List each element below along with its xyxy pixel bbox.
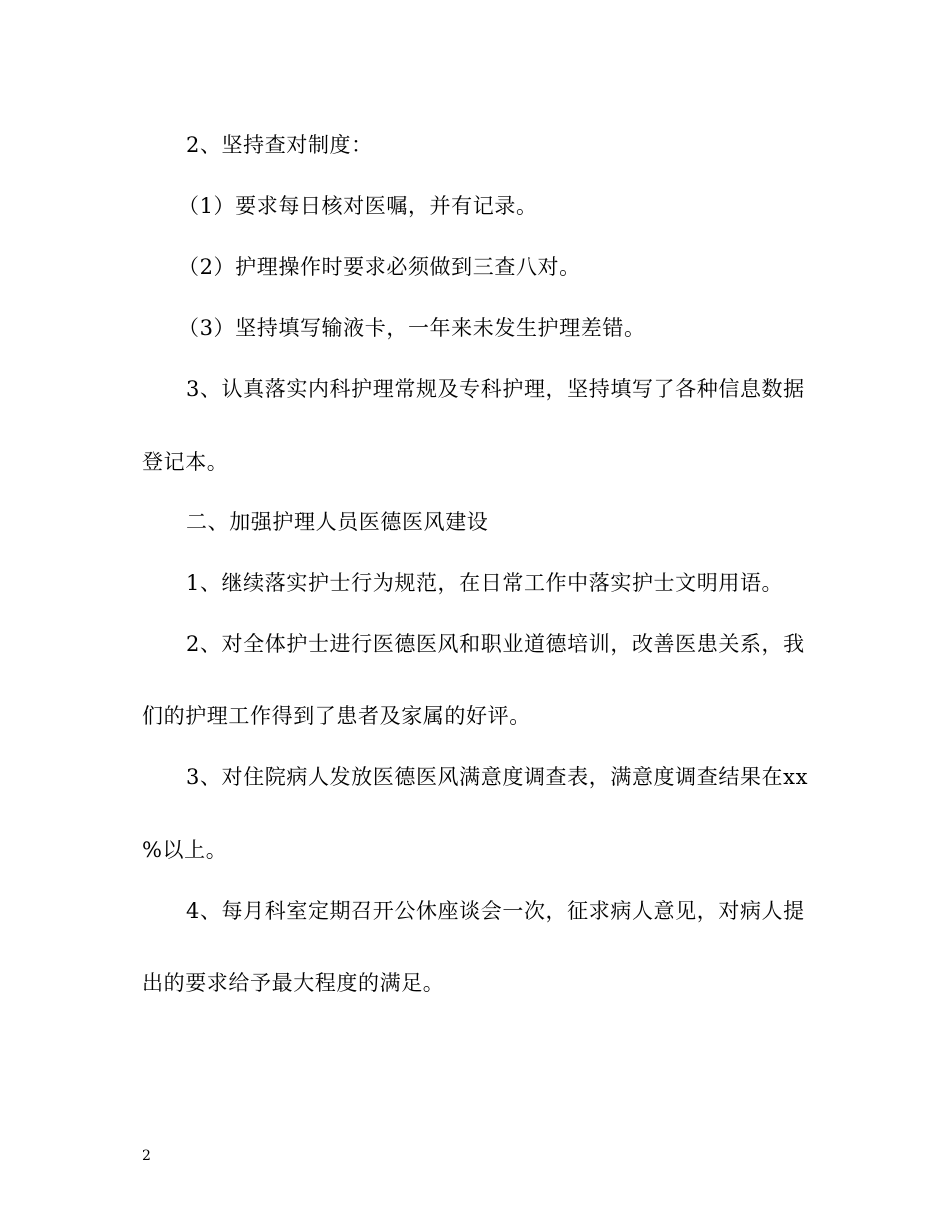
paragraph-line: 2、对全体护士进行医德医风和职业道德培训，改善医患关系，我 xyxy=(186,632,805,656)
paragraph-line: %以上。 xyxy=(142,838,228,862)
paragraph-line: 3、对住院病人发放医德医风满意度调查表，满意度调查结果在xx xyxy=(186,765,809,789)
paragraph-line: 2、坚持查对制度： xyxy=(186,133,373,157)
section-heading: 二、加强护理人员医德医风建设 xyxy=(186,510,489,534)
paragraph-line: （3）坚持填写输液卡，一年来未发生护理差错。 xyxy=(178,316,646,340)
paragraph-line: 出的要求给予最大程度的满足。 xyxy=(142,971,445,995)
paragraph-line: 3、认真落实内科护理常规及专科护理，坚持填写了各种信息数据 xyxy=(186,377,805,401)
paragraph-line: 4、每月科室定期召开公休座谈会一次，征求病人意见，对病人提 xyxy=(186,899,805,923)
paragraph-line: 们的护理工作得到了患者及家属的好评。 xyxy=(142,704,531,728)
paragraph-line: 登记本。 xyxy=(142,450,229,474)
page-number: 2 xyxy=(142,1148,151,1164)
paragraph-line: （1）要求每日核对医嘱，并有记录。 xyxy=(178,194,538,218)
paragraph-line: 1、继续落实护士行为规范，在日常工作中落实护士文明用语。 xyxy=(186,571,784,595)
paragraph-line: （2）护理操作时要求必须做到三查八对。 xyxy=(178,255,581,279)
